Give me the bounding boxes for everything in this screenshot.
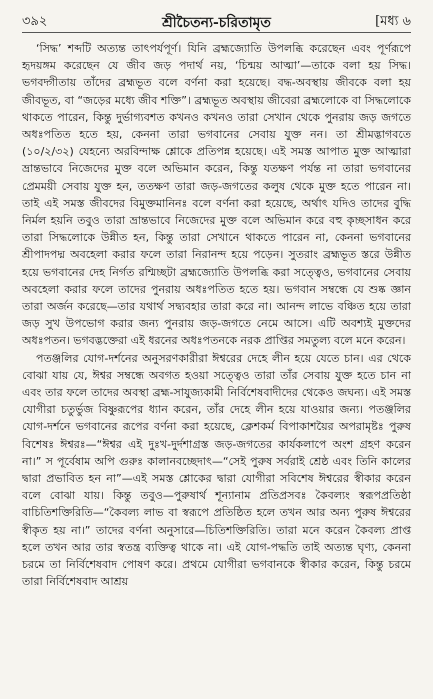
section-label: [মধ্য ৬ [375,14,411,29]
body-text [22,40,411,591]
running-title: শ্রীচৈতন্য-চরিতামৃত [162,15,271,31]
paragraph-2: পতঞ্জলির যোগ-দর্শনের অনুসরণকারীরা ঈশ্বরের দেহে লীন হয়ে যেতে চান। এর থেকে বোঝা যায় যে, ঈশ্বর সম্বন্ধে অবগত হওয়া সত্ত্বেও তারা তাঁর সেবায় যুক্ত হতে চান না এবং তার ফলে তাদের অবস্থা ব্রহ্ম-সাযুজ্যকামী নির্বিশেষবাদীদের থেকেও জঘন্য। এই সমস্ত যোগীরা চতুর্ভুজ বিষ্ণুরূপের ধ্যান করেন, তাঁর দেহে লীন হয়ে যাওয়ার জন্য। পতঞ্জলির যোগ-দর্শনে ভগবানের রূপের বর্ণনা করা হয়েছে, ক্লেশকর্ম বিপাকাশয়ৈর অপরামৃষ্টঃ পুরুষ বিশেষঃ ঈশ্বরঃ—“ঈশ্বর এই দুঃখ-দুর্দশাগ্রস্ত জড়-জগতের কার্যকলাপে অংশ গ্রহণ করেন না।” স পূর্বেষাম অপি গুরুঃ কালানবচ্ছেদাৎ—“সেই পুরুষ সর্বরাই শ্রেষ্ঠ এবং তিনি কালের দ্বারা প্রভাবিত হন না”—এই সমস্ত শ্লোকের দ্বারা যোগীরা সবিশেষ ঈশ্বরের স্বীকার করেন বলে বোঝা যায়। কিন্তু তবুও—পুরুষার্থ শূন্যানাম প্রতিপ্রসবঃ কৈবল্যং স্বরূপপ্রতিষ্ঠা বাচিতিশক্তিরিতি—“কৈবল্য লাভ বা স্বরূপে প্রতিষ্ঠিত হলে তখন আর অন্য পুরুষ ঈশ্বরের স্বীকৃত হয় না।” তাদের বর্ণনা অনুসারে—চিতিশক্তিরিতি। তারা মনে করেন কৈবল্য প্রাপ্ত হলে তখন আর তার স্বতন্ত্র ব্যক্তিত্ব থাকে না। এই যোগ-পদ্ধতি তাই অত্যন্ত ঘৃণ্য, কেননা চরমে তা নির্বিশেষবাদ পোষণ করে। প্রথমে যোগীরা ভগবানকে স্বীকার করেন, কিন্তু চরমে তারা নির্বিশেষবাদ আশ্রয় [22,351,411,589]
page-number: ৩৯২ [22,14,48,29]
page-header [22,10,411,33]
paragraph-1: ‘সিদ্ধ’ শব্দটি অত্যন্ত তাৎপর্যপূর্ণ। যিনি ব্রহ্মজ্যোতি উপলব্ধি করেছেন এবং পূর্ণরূপে হৃদয়ঙ্গম করেছেন যে জীব জড় পদার্থ নয়, ‘চিন্ময় আত্মা’—তাকে বলা হয় সিদ্ধ। ভগবদ্গীতায় তাঁদের ব্রহ্মভূত বলে বর্ণনা করা হয়েছে। বদ্ধ-অবস্থায় জীবকে বলা হয় জীবভূত, বা “জড়ের মধ্যে জীব শক্তি”। ব্রহ্মভূত অবস্থায় জীবেরা ব্রহ্মলোকে বা সিদ্ধলোকে থাকতে পারেন, কিন্তু দুর্ভাগ্যবশত কখনও কখনও তারা সেখান থেকে পুনরায় জড় জগতে অধঃপতিত হতে হয়, কেননা তারা ভগবানের সেবায় যুক্ত নন। তা শ্রীমদ্ভাগবতে (১০/২/৩২) যেহন্যে অরবিন্দাক্ষ শ্লোকে প্রতিপন্ন হয়েছে। এই সমস্ত আপাত মুক্ত আত্মারা ভ্রান্তভাবে নিজেদের মুক্ত বলে অভিমান করেন, কিন্তু যতক্ষণ পর্যন্ত না তারা ভগবানের প্রেমময়ী সেবায় যুক্ত হন, ততক্ষণ তারা জড়-জগতের কলুষ থেকে মুক্ত হতে পারেন না। তাই এই সমস্ত জীবদের বিমুক্তমানিনঃ বলে বর্ণনা করা হয়েছে, অর্থাৎ যদিও তাদের বুদ্ধি নির্মল হয়নি তবুও তারা ভ্রান্তভাবে নিজেদের মুক্ত বলে অভিমান করে বহু কৃচ্ছসাধন করে তারা সিদ্ধলোকে উন্নীত হন, কিন্তু তারা সেখানে থাকতে পারেন না, কেননা ভগবানের শ্রীপাদপদ্ম অবহেলা করার ফলে তারা নিরানন্দ হয়ে পড়েন। সুতরাং ব্রহ্মভূত স্তরে উন্নীত হয়ে ভগবানের দেহ নির্গত রশ্মিচ্ছটা ব্রহ্মজ্যোতি উপলব্ধি করা সত্ত্বেও, ভগবানের সেবায় অবহেলা করার ফলে তাদের পুনরায় অধঃপতিত হতে হয়। ভগবান সম্বন্ধে যে শুষ্ক জ্ঞান তারা অর্জন করেছে—তার যথার্থ সদ্ব্যবহার তারা করে না। আনন্দ লাভে বঞ্চিত হয়ে তারা জড় সুখ উপভোগ করার জন্য পুনরায় জড়-জগতে নেমে আসে। এটি অবশ্যই মুক্তদের অধঃপতন। ভগবদ্ভক্তেরা এই ধরনের অধঃপতনকে নরক প্রাপ্তির সমতুল্য বলে মনে করেন। [22,42,411,348]
